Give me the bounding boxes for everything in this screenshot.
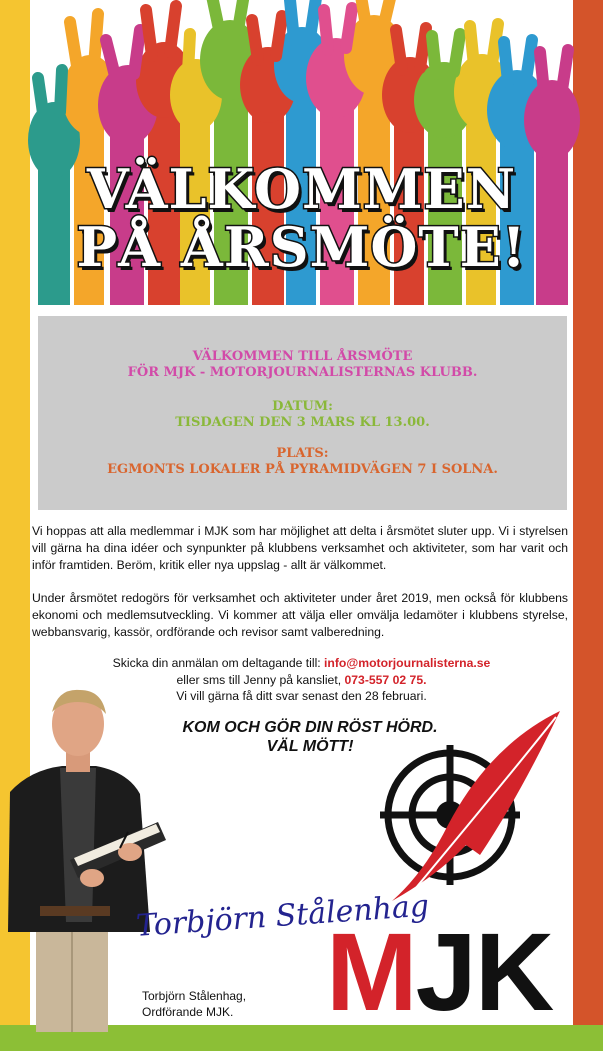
deadline-line: Vi vill gärna få ditt svar senast den 28 februari. [176,689,427,703]
orange-border-stripe [573,0,603,1051]
signature-script: Torbjörn Stålenhag [134,888,431,944]
chairman-photo [0,682,210,1032]
signatory-block [142,988,246,1020]
hero-banner [30,0,573,305]
mjk-letters-jk: JK [415,911,553,1034]
intro-paragraph: Vi hoppas att alla medlemmar i MJK som har möjlighet att delta i årsmötet sluter upp. Vi i styrelsen vill gärna ha dina idéer och synpunkter på klubbens verksamhet och aktiviteter, som har varit och inför framtiden. Beröm, kritik eller nya uppslag - allt är välkommet. [32,524,568,572]
mjk-target-feather-logo [370,705,570,915]
invitation-page [30,0,573,1034]
signatory-title: Ordförande MJK. [142,1005,234,1019]
signatory-name: Torbjörn Stålenhag, [142,989,247,1003]
welcome-line-1: VÄLKOMMEN TILL ÅRSMÖTE [192,349,413,364]
sms-phone-number: 073-557 02 75. [344,673,427,687]
rsvp-email-link[interactable]: info@motorjournalisterna.se [324,656,491,670]
rsvp-line [30,655,573,672]
agenda-paragraph: Under årsmötet redogörs för verksamhet och aktiviteter under året 2019, men också för klubbens ekonomi och medlemsutveckling. Vi kommer att välja eller omvälja ledamöter i klubbens styrelse, webbansvarig, kassör, ordförande och revisor samt valberedning. [32,591,568,639]
mjk-letter-m: M [326,911,416,1034]
rsvp-prefix: Skicka din anmälan om deltagande till: [112,656,325,670]
slogan-line-1: KOM OCH GÖR DIN RÖST HÖRD. [182,719,438,736]
place-value: EGMONTS LOKALER PÅ PYRAMIDVÄGEN 7 I SOLNA. [107,462,498,477]
mjk-wordmark [326,911,553,1034]
sms-prefix: eller sms till Jenny på kansliet, [176,673,345,687]
headline-line-1: VÄLKOMMEN [86,157,517,221]
headline-line-2: PÅ ÅRSMÖTE! [76,215,527,279]
place-label: PLATS: [276,446,329,461]
welcome-line-2: FÖR MJK - MOTORJOURNALISTERNAS KLUBB. [127,365,478,380]
meeting-info-box [38,316,567,510]
headline [30,157,573,279]
date-value: TISDAGEN DEN 3 MARS KL 13.00. [175,415,430,430]
slogan-line-2: VÄL MÖTT! [266,738,354,755]
date-label: DATUM: [272,399,333,414]
